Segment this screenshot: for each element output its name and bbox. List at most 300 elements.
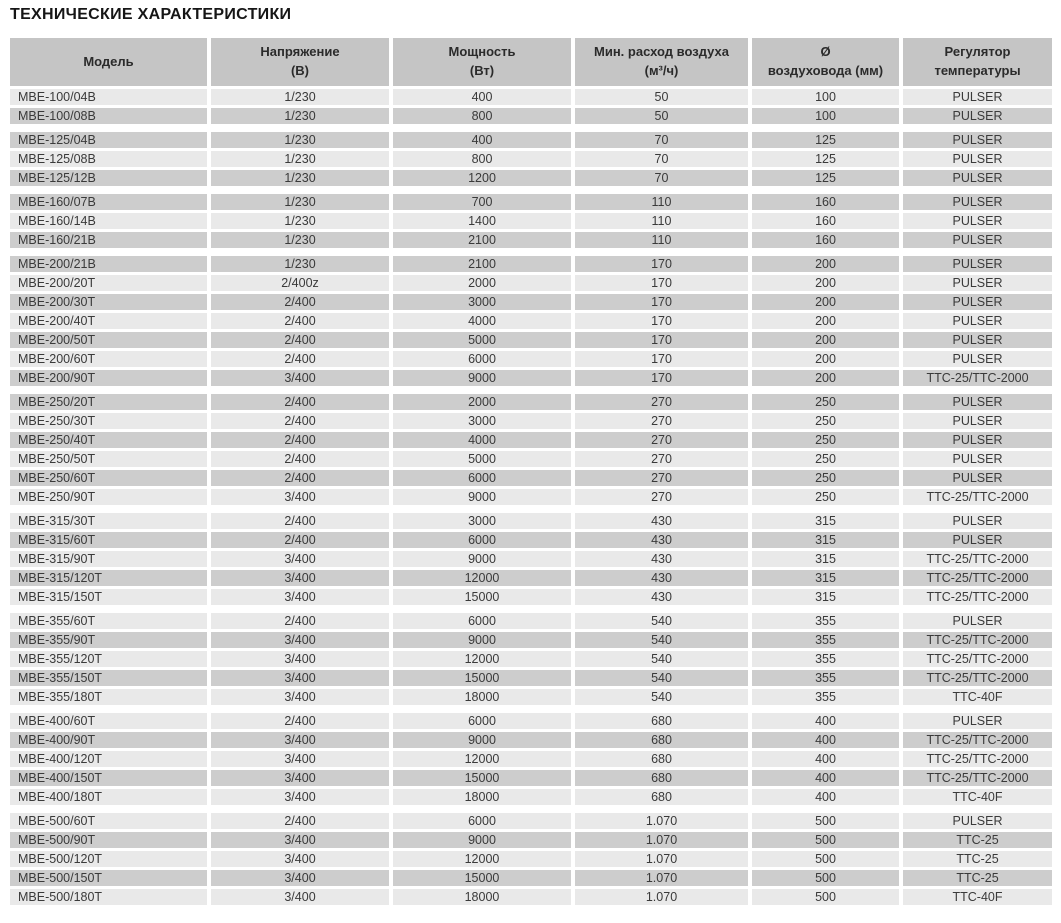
cell-airflow: 680 xyxy=(575,789,748,805)
cell-voltage: 2/400 xyxy=(211,813,389,829)
cell-model: MBE-500/120T xyxy=(10,851,207,867)
cell-model: MBE-100/04B xyxy=(10,89,207,105)
cell-voltage: 3/400 xyxy=(211,632,389,648)
cell-diameter: 355 xyxy=(752,651,899,667)
cell-power: 5000 xyxy=(393,451,571,467)
cell-diameter: 100 xyxy=(752,89,899,105)
cell-power: 18000 xyxy=(393,689,571,705)
cell-regulator: PULSER xyxy=(903,513,1052,529)
cell-diameter: 315 xyxy=(752,589,899,605)
table-row xyxy=(10,413,1052,429)
cell-airflow: 170 xyxy=(575,332,748,348)
cell-regulator: TTC-40F xyxy=(903,789,1052,805)
table-row xyxy=(10,770,1052,786)
cell-power: 15000 xyxy=(393,870,571,886)
table-row xyxy=(10,632,1052,648)
cell-regulator: TTC-25/TTC-2000 xyxy=(903,670,1052,686)
cell-voltage: 2/400 xyxy=(211,451,389,467)
cell-power: 12000 xyxy=(393,751,571,767)
column-header-model: Модель xyxy=(10,38,207,86)
cell-power: 4000 xyxy=(393,313,571,329)
cell-power: 2000 xyxy=(393,394,571,410)
table-row xyxy=(10,470,1052,486)
table-row xyxy=(10,394,1052,410)
cell-diameter: 400 xyxy=(752,751,899,767)
cell-voltage: 3/400 xyxy=(211,589,389,605)
cell-power: 3000 xyxy=(393,513,571,529)
cell-voltage: 3/400 xyxy=(211,670,389,686)
table-row xyxy=(10,851,1052,867)
cell-diameter: 200 xyxy=(752,332,899,348)
cell-diameter: 400 xyxy=(752,713,899,729)
cell-model: MBE-355/90T xyxy=(10,632,207,648)
cell-diameter: 200 xyxy=(752,294,899,310)
cell-voltage: 1/230 xyxy=(211,151,389,167)
cell-power: 18000 xyxy=(393,889,571,905)
cell-airflow: 1.070 xyxy=(575,813,748,829)
cell-power: 1400 xyxy=(393,213,571,229)
cell-power: 9000 xyxy=(393,732,571,748)
table-row xyxy=(10,870,1052,886)
table-row xyxy=(10,351,1052,367)
cell-model: MBE-160/14B xyxy=(10,213,207,229)
cell-diameter: 500 xyxy=(752,870,899,886)
cell-voltage: 2/400 xyxy=(211,332,389,348)
cell-voltage: 3/400 xyxy=(211,851,389,867)
table-row xyxy=(10,651,1052,667)
cell-voltage: 3/400 xyxy=(211,889,389,905)
table-row xyxy=(10,570,1052,586)
cell-regulator: PULSER xyxy=(903,451,1052,467)
cell-regulator: PULSER xyxy=(903,413,1052,429)
cell-airflow: 1.070 xyxy=(575,851,748,867)
cell-power: 3000 xyxy=(393,413,571,429)
table-row xyxy=(10,232,1052,248)
cell-voltage: 2/400 xyxy=(211,513,389,529)
cell-power: 2100 xyxy=(393,256,571,272)
cell-voltage: 1/230 xyxy=(211,194,389,210)
cell-regulator: TTC-25/TTC-2000 xyxy=(903,489,1052,505)
cell-regulator: PULSER xyxy=(903,132,1052,148)
cell-power: 9000 xyxy=(393,632,571,648)
cell-diameter: 315 xyxy=(752,570,899,586)
cell-voltage: 2/400 xyxy=(211,613,389,629)
cell-regulator: PULSER xyxy=(903,194,1052,210)
cell-diameter: 160 xyxy=(752,213,899,229)
cell-power: 9000 xyxy=(393,551,571,567)
cell-voltage: 3/400 xyxy=(211,751,389,767)
page-title: ТЕХНИЧЕСКИЕ ХАРАКТЕРИСТИКИ xyxy=(10,6,292,23)
column-header-diameter: Ø воздуховода (мм) xyxy=(752,38,899,86)
cell-diameter: 355 xyxy=(752,670,899,686)
cell-model: MBE-500/60T xyxy=(10,813,207,829)
cell-power: 6000 xyxy=(393,613,571,629)
cell-model: MBE-250/20T xyxy=(10,394,207,410)
cell-airflow: 170 xyxy=(575,313,748,329)
cell-regulator: PULSER xyxy=(903,532,1052,548)
cell-power: 12000 xyxy=(393,851,571,867)
cell-diameter: 500 xyxy=(752,813,899,829)
cell-regulator: TTC-25 xyxy=(903,870,1052,886)
cell-voltage: 2/400 xyxy=(211,351,389,367)
cell-diameter: 400 xyxy=(752,770,899,786)
cell-diameter: 400 xyxy=(752,732,899,748)
table-row xyxy=(10,213,1052,229)
cell-regulator: TTC-40F xyxy=(903,689,1052,705)
cell-power: 9000 xyxy=(393,832,571,848)
cell-voltage: 3/400 xyxy=(211,789,389,805)
cell-regulator: PULSER xyxy=(903,108,1052,124)
cell-power: 5000 xyxy=(393,332,571,348)
cell-model: MBE-400/90T xyxy=(10,732,207,748)
cell-airflow: 270 xyxy=(575,394,748,410)
cell-voltage: 3/400 xyxy=(211,770,389,786)
cell-regulator: PULSER xyxy=(903,151,1052,167)
cell-voltage: 3/400 xyxy=(211,689,389,705)
cell-regulator: TTC-25/TTC-2000 xyxy=(903,370,1052,386)
cell-model: MBE-400/180T xyxy=(10,789,207,805)
group-spacer xyxy=(10,189,1052,191)
cell-regulator: PULSER xyxy=(903,89,1052,105)
cell-model: MBE-200/60T xyxy=(10,351,207,367)
column-header-airflow: Мин. расход воздуха (м³/ч) xyxy=(575,38,748,86)
table-row xyxy=(10,451,1052,467)
cell-regulator: TTC-25/TTC-2000 xyxy=(903,570,1052,586)
cell-airflow: 540 xyxy=(575,632,748,648)
cell-airflow: 1.070 xyxy=(575,870,748,886)
cell-voltage: 1/230 xyxy=(211,132,389,148)
cell-voltage: 1/230 xyxy=(211,213,389,229)
table-row xyxy=(10,170,1052,186)
cell-voltage: 2/400 xyxy=(211,432,389,448)
cell-airflow: 110 xyxy=(575,232,748,248)
cell-voltage: 1/230 xyxy=(211,89,389,105)
cell-airflow: 540 xyxy=(575,689,748,705)
table-row xyxy=(10,732,1052,748)
cell-model: MBE-250/30T xyxy=(10,413,207,429)
cell-regulator: PULSER xyxy=(903,432,1052,448)
table-row xyxy=(10,551,1052,567)
group-spacer xyxy=(10,708,1052,710)
cell-airflow: 110 xyxy=(575,194,748,210)
cell-voltage: 2/400 xyxy=(211,470,389,486)
cell-power: 4000 xyxy=(393,432,571,448)
cell-diameter: 355 xyxy=(752,689,899,705)
cell-airflow: 50 xyxy=(575,108,748,124)
cell-airflow: 430 xyxy=(575,513,748,529)
cell-airflow: 50 xyxy=(575,89,748,105)
cell-airflow: 270 xyxy=(575,413,748,429)
cell-model: MBE-160/21B xyxy=(10,232,207,248)
cell-power: 400 xyxy=(393,132,571,148)
cell-power: 15000 xyxy=(393,670,571,686)
cell-diameter: 355 xyxy=(752,632,899,648)
cell-diameter: 125 xyxy=(752,132,899,148)
cell-power: 15000 xyxy=(393,589,571,605)
table-row xyxy=(10,689,1052,705)
cell-diameter: 315 xyxy=(752,513,899,529)
cell-power: 6000 xyxy=(393,470,571,486)
table-row xyxy=(10,275,1052,291)
cell-airflow: 70 xyxy=(575,170,748,186)
column-header-voltage: Напряжение (В) xyxy=(211,38,389,86)
cell-voltage: 3/400 xyxy=(211,732,389,748)
cell-airflow: 430 xyxy=(575,532,748,548)
table-row xyxy=(10,813,1052,829)
cell-voltage: 1/230 xyxy=(211,256,389,272)
cell-model: MBE-200/20T xyxy=(10,275,207,291)
table-row xyxy=(10,370,1052,386)
cell-model: MBE-400/60T xyxy=(10,713,207,729)
cell-power: 6000 xyxy=(393,713,571,729)
table-row xyxy=(10,532,1052,548)
cell-diameter: 500 xyxy=(752,889,899,905)
cell-power: 2100 xyxy=(393,232,571,248)
cell-power: 700 xyxy=(393,194,571,210)
group-spacer xyxy=(10,127,1052,129)
cell-diameter: 315 xyxy=(752,532,899,548)
cell-voltage: 2/400 xyxy=(211,294,389,310)
group-spacer xyxy=(10,608,1052,610)
cell-model: MBE-355/180T xyxy=(10,689,207,705)
cell-voltage: 1/230 xyxy=(211,232,389,248)
group-spacer xyxy=(10,389,1052,391)
cell-airflow: 170 xyxy=(575,351,748,367)
cell-model: MBE-500/90T xyxy=(10,832,207,848)
table-header xyxy=(10,38,1052,86)
cell-power: 3000 xyxy=(393,294,571,310)
cell-voltage: 3/400 xyxy=(211,570,389,586)
cell-model: MBE-200/30T xyxy=(10,294,207,310)
cell-power: 2000 xyxy=(393,275,571,291)
cell-model: MBE-315/30T xyxy=(10,513,207,529)
cell-power: 800 xyxy=(393,151,571,167)
cell-diameter: 250 xyxy=(752,432,899,448)
cell-voltage: 2/400 xyxy=(211,394,389,410)
table-row xyxy=(10,256,1052,272)
cell-airflow: 680 xyxy=(575,770,748,786)
cell-diameter: 160 xyxy=(752,232,899,248)
cell-diameter: 250 xyxy=(752,489,899,505)
cell-diameter: 250 xyxy=(752,451,899,467)
cell-airflow: 430 xyxy=(575,570,748,586)
cell-voltage: 3/400 xyxy=(211,551,389,567)
cell-model: MBE-355/60T xyxy=(10,613,207,629)
cell-airflow: 170 xyxy=(575,294,748,310)
cell-regulator: TTC-25/TTC-2000 xyxy=(903,770,1052,786)
table-row xyxy=(10,151,1052,167)
cell-airflow: 70 xyxy=(575,151,748,167)
table-row xyxy=(10,613,1052,629)
cell-diameter: 200 xyxy=(752,256,899,272)
cell-regulator: PULSER xyxy=(903,394,1052,410)
cell-regulator: PULSER xyxy=(903,213,1052,229)
cell-voltage: 1/230 xyxy=(211,108,389,124)
cell-regulator: PULSER xyxy=(903,613,1052,629)
cell-airflow: 1.070 xyxy=(575,832,748,848)
cell-model: MBE-160/07B xyxy=(10,194,207,210)
cell-diameter: 200 xyxy=(752,313,899,329)
cell-diameter: 200 xyxy=(752,275,899,291)
table-row xyxy=(10,89,1052,105)
cell-power: 9000 xyxy=(393,489,571,505)
table-row xyxy=(10,713,1052,729)
cell-diameter: 125 xyxy=(752,151,899,167)
cell-power: 15000 xyxy=(393,770,571,786)
cell-model: MBE-250/50T xyxy=(10,451,207,467)
cell-regulator: PULSER xyxy=(903,313,1052,329)
cell-regulator: PULSER xyxy=(903,294,1052,310)
cell-airflow: 70 xyxy=(575,132,748,148)
cell-airflow: 110 xyxy=(575,213,748,229)
table-row xyxy=(10,294,1052,310)
cell-regulator: PULSER xyxy=(903,351,1052,367)
cell-voltage: 2/400 xyxy=(211,413,389,429)
cell-airflow: 270 xyxy=(575,489,748,505)
table-row xyxy=(10,313,1052,329)
cell-voltage: 2/400 xyxy=(211,313,389,329)
cell-airflow: 1.070 xyxy=(575,889,748,905)
cell-model: MBE-125/08B xyxy=(10,151,207,167)
table-row xyxy=(10,670,1052,686)
table-row xyxy=(10,513,1052,529)
cell-model: MBE-315/150T xyxy=(10,589,207,605)
cell-regulator: PULSER xyxy=(903,275,1052,291)
cell-diameter: 355 xyxy=(752,613,899,629)
cell-model: MBE-250/90T xyxy=(10,489,207,505)
cell-regulator: PULSER xyxy=(903,332,1052,348)
table-row xyxy=(10,332,1052,348)
cell-power: 6000 xyxy=(393,351,571,367)
column-header-power: Мощность (Вт) xyxy=(393,38,571,86)
table-row xyxy=(10,789,1052,805)
cell-model: MBE-125/12B xyxy=(10,170,207,186)
table-row xyxy=(10,108,1052,124)
cell-airflow: 170 xyxy=(575,256,748,272)
cell-diameter: 250 xyxy=(752,394,899,410)
cell-diameter: 250 xyxy=(752,413,899,429)
cell-diameter: 500 xyxy=(752,851,899,867)
column-header-regulator: Регулятор температуры xyxy=(903,38,1052,86)
cell-regulator: TTC-25 xyxy=(903,851,1052,867)
group-spacer xyxy=(10,508,1052,510)
cell-power: 1200 xyxy=(393,170,571,186)
cell-regulator: TTC-25/TTC-2000 xyxy=(903,551,1052,567)
cell-airflow: 680 xyxy=(575,732,748,748)
table-row xyxy=(10,751,1052,767)
cell-model: MBE-400/120T xyxy=(10,751,207,767)
cell-model: MBE-200/40T xyxy=(10,313,207,329)
cell-model: MBE-315/120T xyxy=(10,570,207,586)
cell-voltage: 2/400 xyxy=(211,713,389,729)
cell-power: 9000 xyxy=(393,370,571,386)
cell-diameter: 200 xyxy=(752,351,899,367)
cell-airflow: 270 xyxy=(575,451,748,467)
cell-airflow: 430 xyxy=(575,551,748,567)
table-row xyxy=(10,832,1052,848)
cell-diameter: 125 xyxy=(752,170,899,186)
cell-diameter: 100 xyxy=(752,108,899,124)
cell-model: MBE-355/120T xyxy=(10,651,207,667)
cell-airflow: 540 xyxy=(575,613,748,629)
cell-diameter: 315 xyxy=(752,551,899,567)
cell-power: 400 xyxy=(393,89,571,105)
cell-voltage: 1/230 xyxy=(211,170,389,186)
table-row xyxy=(10,589,1052,605)
cell-voltage: 2/400z xyxy=(211,275,389,291)
cell-model: MBE-315/90T xyxy=(10,551,207,567)
table-row xyxy=(10,132,1052,148)
cell-diameter: 500 xyxy=(752,832,899,848)
cell-regulator: TTC-25/TTC-2000 xyxy=(903,589,1052,605)
cell-airflow: 680 xyxy=(575,713,748,729)
cell-diameter: 200 xyxy=(752,370,899,386)
cell-airflow: 680 xyxy=(575,751,748,767)
cell-power: 12000 xyxy=(393,651,571,667)
group-spacer xyxy=(10,808,1052,810)
cell-diameter: 250 xyxy=(752,470,899,486)
cell-airflow: 270 xyxy=(575,470,748,486)
cell-airflow: 540 xyxy=(575,670,748,686)
cell-airflow: 170 xyxy=(575,370,748,386)
cell-voltage: 3/400 xyxy=(211,370,389,386)
cell-airflow: 430 xyxy=(575,589,748,605)
table-row xyxy=(10,489,1052,505)
table-row xyxy=(10,194,1052,210)
cell-regulator: PULSER xyxy=(903,470,1052,486)
cell-regulator: PULSER xyxy=(903,813,1052,829)
cell-model: MBE-500/180T xyxy=(10,889,207,905)
cell-regulator: TTC-25/TTC-2000 xyxy=(903,632,1052,648)
cell-power: 12000 xyxy=(393,570,571,586)
cell-model: MBE-250/40T xyxy=(10,432,207,448)
cell-regulator: TTC-25 xyxy=(903,832,1052,848)
cell-power: 18000 xyxy=(393,789,571,805)
cell-regulator: PULSER xyxy=(903,256,1052,272)
cell-model: MBE-355/150T xyxy=(10,670,207,686)
cell-power: 800 xyxy=(393,108,571,124)
cell-model: MBE-500/150T xyxy=(10,870,207,886)
cell-regulator: PULSER xyxy=(903,713,1052,729)
cell-power: 6000 xyxy=(393,532,571,548)
table-row xyxy=(10,432,1052,448)
cell-power: 6000 xyxy=(393,813,571,829)
table-body xyxy=(10,89,1052,905)
cell-model: MBE-250/60T xyxy=(10,470,207,486)
group-spacer xyxy=(10,251,1052,253)
cell-model: MBE-400/150T xyxy=(10,770,207,786)
cell-model: MBE-200/21B xyxy=(10,256,207,272)
table-header-row xyxy=(10,38,1052,86)
cell-airflow: 170 xyxy=(575,275,748,291)
cell-model: MBE-200/90T xyxy=(10,370,207,386)
cell-diameter: 160 xyxy=(752,194,899,210)
cell-voltage: 3/400 xyxy=(211,651,389,667)
table-row xyxy=(10,889,1052,905)
cell-model: MBE-100/08B xyxy=(10,108,207,124)
cell-diameter: 400 xyxy=(752,789,899,805)
cell-regulator: TTC-25/TTC-2000 xyxy=(903,732,1052,748)
cell-regulator: PULSER xyxy=(903,232,1052,248)
cell-regulator: TTC-25/TTC-2000 xyxy=(903,751,1052,767)
cell-airflow: 540 xyxy=(575,651,748,667)
cell-regulator: TTC-25/TTC-2000 xyxy=(903,651,1052,667)
cell-regulator: PULSER xyxy=(903,170,1052,186)
cell-voltage: 2/400 xyxy=(211,532,389,548)
cell-voltage: 3/400 xyxy=(211,870,389,886)
spec-table xyxy=(6,35,1056,908)
cell-regulator: TTC-40F xyxy=(903,889,1052,905)
